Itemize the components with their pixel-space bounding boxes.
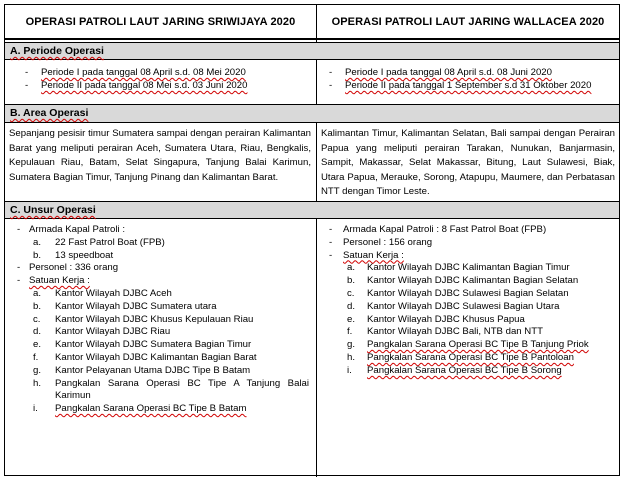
header-right-title: OPERASI PATROLI LAUT JARING WALLACEA 2020 <box>331 15 605 28</box>
list-item: g. Kantor Pelayanan Utama DJBC Tipe B Batam <box>33 364 251 376</box>
list-item: h. Pangkalan Sarana Operasi BC Tipe A Tanjung Balai Karimun <box>33 377 309 402</box>
unsur-right <box>329 224 615 378</box>
rule <box>5 59 619 60</box>
list-item: f. Kantor Wilayah DJBC Bali, NTB dan NTT <box>347 326 543 338</box>
list-item: - Personel : 336 orang <box>17 262 119 274</box>
list-item: g. Pangkalan Sarana Operasi BC Tipe B Tanjung Priok <box>347 339 589 351</box>
list-item: a. Kantor Wilayah DJBC Aceh <box>33 287 172 299</box>
column-divider <box>316 59 317 104</box>
periode-left <box>25 67 311 93</box>
section-b-title: B. Area Operasi <box>10 107 89 119</box>
list-item: c. Kantor Wilayah DJBC Sulawesi Bagian Selatan <box>347 287 569 299</box>
column-divider <box>316 122 317 201</box>
list-item: i. Pangkalan Sarana Operasi BC Tipe B Sorong <box>347 364 562 376</box>
list-item: - Satuan Kerja : <box>17 275 90 287</box>
list-item: d. Kantor Wilayah DJBC Sulawesi Bagian Utara <box>347 300 560 312</box>
section-b-band <box>5 104 619 122</box>
list-item: - Armada Kapal Patroli : <box>17 224 125 235</box>
header-divider <box>5 38 619 40</box>
rule <box>5 122 619 123</box>
list-item: - Satuan Kerja : <box>329 249 404 261</box>
list-item: e. Kantor Wilayah DJBC Sumatera Bagian Timur <box>33 339 252 351</box>
area-right: Kalimantan Timur, Kalimantan Selatan, Bali sampai dengan Perairan Papua yang meliputi perairan Tarakan, Nunukan, Banjarmasin, Sampit, Makassar, Selat Makassar, Bitung, Laut Sulawesi, Biak, Utara Papua, Merauke, Sorong, Atapupu, Maumere, dan Perbatasan NTT dengan Timor Leste. <box>321 128 615 198</box>
list-item: d. Kantor Wilayah DJBC Riau <box>33 326 171 338</box>
list-item: b. Kantor Wilayah DJBC Kalimantan Bagian Selatan <box>347 275 579 287</box>
section-c-title: C. Unsur Operasi <box>10 204 96 216</box>
list-item: a. Kantor Wilayah DJBC Kalimantan Bagian Timur <box>347 262 570 274</box>
list-item: f. Kantor Wilayah DJBC Kalimantan Bagian Barat <box>33 351 257 363</box>
list-item: i. Pangkalan Sarana Operasi BC Tipe B Batam <box>33 403 247 415</box>
section-c-band <box>5 201 619 218</box>
rule <box>5 201 619 202</box>
list-item: h. Pangkalan Sarana Operasi BC Tipe B Pantoloan <box>347 351 574 363</box>
document-table <box>4 4 620 476</box>
list-item: - Periode I pada tanggal 08 April s.d. 08 Juni 2020 <box>329 67 552 78</box>
periode-right <box>329 67 615 93</box>
unsur-left <box>17 224 313 416</box>
header-left-title: OPERASI PATROLI LAUT JARING SRIWIJAYA 2020 <box>25 15 296 28</box>
rule <box>5 218 619 219</box>
rule <box>5 42 619 43</box>
list-item: b. Kantor Wilayah DJBC Sumatera utara <box>33 300 217 312</box>
column-divider <box>316 218 317 477</box>
rule <box>5 104 619 105</box>
list-item: c. Kantor Wilayah DJBC Khusus Kepulauan Riau <box>33 313 254 325</box>
list-item: a. 22 Fast Patrol Boat (FPB) <box>33 236 165 248</box>
list-item: - Periode I pada tanggal 08 April s.d. 08 Mei 2020 <box>25 67 246 78</box>
list-item: - Periode II pada tanggal 08 Mei s.d. 03 Juni 2020 <box>25 79 248 91</box>
list-item: b. 13 speedboat <box>33 249 114 261</box>
list-item: e. Kantor Wilayah DJBC Khusus Papua <box>347 313 525 325</box>
area-left: Sepanjang pesisir timur Sumatera sampai dengan perairan Kalimantan Barat yang meliputi perairan Aceh, Sumatera Utara, Riau, Bengkalis, Kepulauan Riau, Batam, Selat Singapura, Tanjung Balai Karimun, Sumatera Bagian Timur, Tanjung Pinang dan Kalimantan Barat. <box>9 128 311 183</box>
list-item: - Periode II pada tanggal 1 September s.d 31 Oktober 2020 <box>329 79 592 91</box>
list-item: - Armada Kapal Patroli : 8 Fast Patrol Boat (FPB) <box>329 224 547 235</box>
list-item: - Personel : 156 orang <box>329 236 433 248</box>
section-a-title: A. Periode Operasi <box>10 45 104 57</box>
